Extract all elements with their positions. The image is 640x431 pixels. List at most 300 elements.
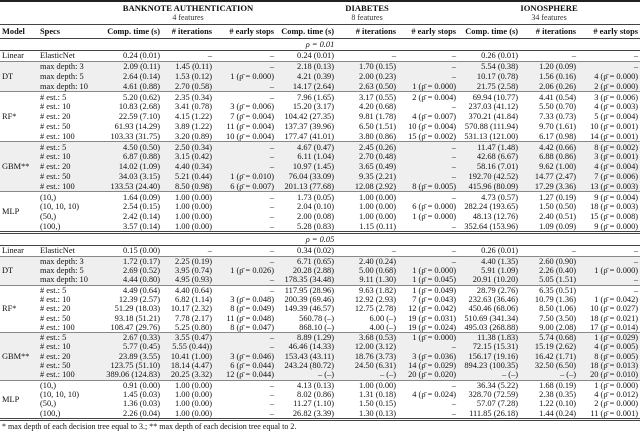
comp-time-cell: 4.61 (0.88) (100, 81, 162, 91)
iterations-cell: – (391, 246, 397, 256)
iterations-cell: 32.50 (6.50) (520, 361, 578, 370)
early-stops-cell: 18 (ρ̄ = 0.003) (590, 202, 639, 212)
comp-time-cell: 23.89 (3.55) (100, 352, 162, 361)
iterations-cell: 2.40 (0.24) (336, 256, 398, 266)
iterations-cell: 1.00 (0.00) (175, 202, 212, 212)
col-comp-time: Comp. time (s) (458, 25, 520, 39)
iterations-cell: 7.33 (0.73) (539, 112, 577, 122)
iterations-cell: 12.08 (2.92) (336, 181, 398, 191)
early-stops-cell: 1 (ρ̄ = 0.049) (398, 285, 458, 295)
comp-time-cell: 156.17 (19.16) (458, 352, 520, 361)
iterations-cell: 18.76 (3.73) (336, 352, 398, 361)
iterations-cell: 8.50 (1.06) (539, 304, 577, 314)
table-row (0, 122, 640, 132)
dataset-header-row (0, 1, 640, 25)
spec-label: (100,) (40, 408, 61, 418)
early-stops-cell: 1 (ρ̄ = 0.042) (594, 294, 639, 304)
comp-time-cell: 570.88 (111.94) (464, 121, 519, 131)
iterations-cell: 1.00 (0.00) (162, 380, 214, 390)
comp-time-cell: 104.42 (27.35) (284, 112, 335, 122)
early-stops-cell: 2 (ρ̄ = 0.004) (398, 92, 458, 102)
iterations-cell: 2.35 (0.34) (162, 92, 214, 102)
comp-time-cell: 5.54 (0.38) (458, 61, 520, 71)
early-stops-cell: 6 (ρ̄ = 0.000) (412, 202, 457, 212)
model-name: Linear (2, 246, 24, 256)
iterations-cell: 1.70 (0.15) (336, 61, 398, 71)
comp-time-cell: 28.79 (2.76) (458, 285, 520, 295)
spec-label: # est.: 50 (38, 172, 100, 182)
early-stops-cell: – (578, 256, 640, 266)
comp-time-cell: 8.89 (1.29) (276, 333, 336, 343)
footnote-row (0, 419, 640, 431)
early-stops-cell: 14 (ρ̄ = 0.001) (590, 131, 639, 141)
iterations-cell: 14.77 (2.47) (520, 172, 578, 182)
iterations-cell: 3.95 (0.74) (162, 266, 214, 275)
iterations-cell: 20.25 (3.32) (162, 370, 214, 380)
comp-time-cell: 11.27 (1.10) (293, 399, 335, 409)
iterations-cell: 6.82 (1.14) (175, 294, 212, 304)
comp-time-cell: 103.33 (31.75) (110, 131, 160, 141)
comp-time-cell: 415.96 (80.09) (458, 181, 520, 191)
comp-time-cell: 2.00 (0.08) (297, 212, 335, 222)
model-name: MLP (0, 192, 38, 233)
comp-time-cell: – (–) (458, 370, 520, 380)
spec-label: ElasticNet (40, 51, 75, 61)
spec-label: # est.: 100 (40, 322, 75, 332)
early-stops-cell: 12 (ρ̄ = 0.044) (214, 370, 276, 380)
comp-time-cell: 108.47 (29.76) (110, 322, 160, 332)
col-comp-time: Comp. time (s) (276, 25, 336, 39)
iterations-cell: 4.42 (0.66) (520, 142, 578, 152)
comp-time-cell: 6.11 (1.04) (276, 152, 336, 162)
early-stops-cell: – (451, 399, 457, 409)
comp-time-cell: 153.43 (43.11) (276, 352, 336, 361)
early-stops-cell: 20 (ρ̄ = 0.020) (398, 370, 458, 380)
iterations-cell: 4.40 (0.64) (162, 285, 214, 295)
comp-time-cell: 10.83 (2.68) (118, 102, 160, 112)
early-stops-cell: 2 (ρ̄ = 0.000) (578, 81, 640, 91)
comp-time-cell: 5.91 (1.09) (458, 266, 520, 275)
early-stops-cell: – (633, 51, 639, 61)
iterations-cell: 1.00 (0.00) (162, 192, 214, 202)
iterations-cell: 1.31 (0.18) (359, 389, 397, 399)
col-specs: Specs (38, 25, 100, 39)
spec-label: # est.: 10 (40, 102, 71, 112)
comp-time-cell: 20.28 (2.88) (276, 266, 336, 275)
comp-time-cell: 0.26 (0.01) (481, 246, 519, 256)
table-row (0, 142, 640, 152)
early-stops-cell: – (398, 152, 458, 162)
iterations-cell: 2.70 (0.48) (336, 152, 398, 162)
table-row (0, 256, 640, 266)
dataset-ionosphere: IONOSPHERE 34 features (520, 3, 578, 22)
comp-time-cell: 200.39 (69.46) (284, 294, 335, 304)
iterations-cell: 9.00 (2.08) (539, 322, 577, 332)
early-stops-cell: 18 (ρ̄ = 0.021) (590, 313, 639, 323)
rho-section-header (0, 233, 640, 246)
iterations-cell: 2.50 (0.34) (162, 142, 214, 152)
early-stops-cell: 1 (ρ̄ = 0.045) (398, 275, 458, 285)
iterations-cell: 2.26 (0.40) (520, 266, 578, 275)
comp-time-cell: 42.68 (6.67) (458, 152, 520, 162)
iterations-cell: 1.50 (0.50) (539, 202, 577, 212)
early-stops-cell: – (269, 399, 275, 409)
comp-time-cell: 531.13 (121.00) (464, 131, 519, 141)
early-stops-cell: – (451, 102, 457, 112)
early-stops-cell: – (398, 342, 458, 351)
table-row (0, 192, 640, 202)
spec-label: # est.: 5 (38, 333, 100, 343)
comp-time-cell: 69.94 (10.77) (458, 92, 520, 102)
comp-time-cell: 177.47 (41.01) (284, 131, 335, 141)
iterations-cell: 2.25 (0.19) (162, 256, 214, 266)
early-stops-cell: 4 (ρ̄ = 0.004) (578, 162, 640, 172)
comp-time-cell: 328.70 (72.59) (468, 389, 519, 399)
table-row (0, 212, 640, 222)
iterations-cell: 1.00 (0.00) (175, 399, 212, 409)
iterations-cell: 1.00 (0.00) (175, 212, 212, 222)
early-stops-cell: – (214, 152, 276, 162)
iterations-cell: 1.30 (0.13) (359, 408, 397, 418)
comp-time-cell: – (–) (276, 370, 336, 380)
iterations-cell: 2.06 (0.26) (520, 81, 578, 91)
comp-time-cell: 0.26 (0.01) (481, 51, 519, 61)
early-stops-cell: – (214, 92, 276, 102)
early-stops-cell: – (214, 275, 276, 285)
iterations-cell: 1.50 (0.15) (359, 399, 397, 409)
early-stops-cell: – (214, 380, 276, 390)
comp-time-cell: 1.72 (0.17) (100, 256, 162, 266)
rho-label: ρ = 0.01 (0, 39, 640, 51)
early-stops-cell: 10 (ρ̄ = 0.001) (590, 121, 639, 131)
early-stops-cell: 8 (ρ̄ = 0.002) (578, 142, 640, 152)
comp-time-cell: 4.49 (0.64) (100, 285, 162, 295)
comp-time-cell: 20.91 (10.20) (458, 275, 520, 285)
iterations-cell: 1.53 (0.12) (162, 72, 214, 82)
early-stops-cell: – (269, 51, 275, 61)
iterations-cell: 1.00 (0.00) (175, 389, 212, 399)
model-name: Linear (2, 51, 24, 61)
table-row (0, 323, 640, 333)
table-row (0, 285, 640, 295)
table-row (0, 102, 640, 112)
dataset-diabetes: DIABETES 8 features (345, 3, 389, 22)
early-stops-cell: – (269, 221, 275, 231)
comp-time-cell: 51.29 (18.03) (114, 304, 160, 314)
early-stops-cell: 7 (ρ̄ = 0.043) (412, 294, 457, 304)
iterations-cell: 10.17 (2.32) (170, 304, 212, 314)
early-stops-cell: – (214, 285, 276, 295)
iterations-cell: 9.62 (1.00) (520, 162, 578, 172)
spec-label: max depth: 10 (38, 81, 100, 91)
iterations-cell: – (571, 51, 577, 61)
comp-time-cell: 21.75 (2.58) (458, 81, 520, 91)
spec-label: # est.: 5 (38, 285, 100, 295)
comp-time-cell: 2.26 (0.04) (123, 408, 160, 418)
iterations-cell: 3.80 (0.86) (359, 131, 397, 141)
early-stops-cell: – (398, 380, 458, 390)
comp-time-cell: 2.54 (0.15) (123, 202, 160, 212)
table-row (0, 92, 640, 102)
comp-time-cell: 6.71 (0.65) (276, 256, 336, 266)
comp-time-cell: 0.15 (0.00) (123, 246, 160, 256)
comp-time-cell: 201.13 (77.68) (276, 181, 336, 191)
spec-label: # est.: 100 (38, 370, 100, 380)
iterations-cell: 2.60 (0.90) (520, 256, 578, 266)
comp-time-cell: 282.24 (193.65) (464, 202, 519, 212)
comp-time-cell: 22.59 (7.10) (118, 112, 160, 122)
early-stops-cell: 3 (ρ̄ = 0.006) (578, 92, 640, 102)
iterations-cell: 1.20 (0.09) (520, 61, 578, 71)
iterations-cell: 2.63 (0.50) (336, 81, 398, 91)
comp-time-cell: 389.06 (124.83) (100, 370, 162, 380)
early-stops-cell: 19 (ρ̄ = 0.031) (408, 313, 457, 323)
iterations-cell: 9.63 (1.82) (336, 285, 398, 295)
model-name: GBM** (0, 333, 38, 380)
early-stops-cell: 8 (ρ̄ = 0.047) (230, 322, 275, 332)
table-row (0, 162, 640, 172)
iterations-cell: 9.35 (2.21) (336, 172, 398, 182)
table-row (0, 275, 640, 285)
comp-time-cell: 1.64 (0.09) (100, 192, 162, 202)
comp-time-cell: 57.07 (7.28) (476, 399, 519, 409)
table-row (0, 295, 640, 304)
comp-time-cell: 11.38 (1.83) (458, 333, 520, 343)
early-stops-cell: 11 (ρ̄ = 0.001) (590, 408, 639, 418)
comp-time-cell: 370.21 (41.84) (468, 112, 519, 122)
iterations-cell: 3.41 (0.78) (175, 102, 212, 112)
iterations-cell: 1.00 (0.00) (175, 221, 212, 231)
early-stops-cell: – (214, 81, 276, 91)
early-stops-cell: 17 (ρ̄ = 0.014) (590, 322, 639, 332)
spec-label: ElasticNet (40, 246, 75, 256)
early-stops-cell: 1 (ρ̄ = 0.000) (412, 212, 457, 222)
iterations-cell: – (–) (520, 370, 578, 380)
early-stops-cell: – (214, 333, 276, 343)
comp-time-cell: 243.24 (80.72) (276, 361, 336, 370)
comp-time-cell: 61.93 (14.29) (114, 121, 160, 131)
comp-time-cell: 3.57 (0.14) (123, 221, 160, 231)
early-stops-cell: – (214, 162, 276, 172)
iterations-cell: 2.70 (0.58) (162, 81, 214, 91)
early-stops-cell: 4 (ρ̄ = 0.007) (412, 112, 457, 122)
comp-time-cell: 4.21 (0.39) (276, 72, 336, 82)
iterations-cell: 7.78 (2.17) (175, 313, 212, 323)
iterations-cell: 4.15 (1.22) (175, 112, 212, 122)
comp-time-cell: 510.69 (341.34) (464, 313, 519, 323)
comp-time-cell: 4.40 (1.35) (458, 256, 520, 266)
early-stops-cell: 4 (ρ̄ = 0.012) (594, 389, 639, 399)
early-stops-cell: 8 (ρ̄ = 0.049) (230, 304, 275, 314)
early-stops-cell: 1 (ρ̄ = 0.000) (214, 72, 276, 82)
early-stops-cell: 15 (ρ̄ = 0.008) (590, 212, 639, 222)
spec-label: # est.: 20 (38, 352, 100, 361)
iterations-cell: 7.50 (3.50) (539, 313, 577, 323)
col-early-stops: # early stops (578, 25, 640, 39)
comp-time-cell: 0.34 (0.02) (297, 246, 335, 256)
table-row (0, 51, 640, 62)
early-stops-cell: 3 (ρ̄ = 0.046) (214, 352, 276, 361)
comp-time-cell: 4.13 (0.13) (276, 380, 336, 390)
iterations-cell: 5.05 (1.51) (520, 275, 578, 285)
early-stops-cell: – (269, 408, 275, 418)
iterations-cell: 3.65 (0.49) (336, 162, 398, 172)
early-stops-cell: 10 (ρ̄ = 0.004) (408, 121, 457, 131)
early-stops-cell: 3 (ρ̄ = 0.036) (398, 352, 458, 361)
comp-time-cell: 232.63 (36.46) (468, 294, 519, 304)
col-iterations: # iterations (162, 25, 214, 39)
table-row (0, 313, 640, 322)
iterations-cell: 5.55 (0.44)) (162, 342, 214, 351)
early-stops-cell: – (451, 408, 457, 418)
comp-time-cell: 10.97 (1.45) (276, 162, 336, 172)
iterations-cell: 3.68 (0.53) (336, 333, 398, 343)
spec-label: # est.: 10 (38, 342, 100, 351)
spec-label: (10,) (38, 192, 100, 202)
comp-time-cell: 34.03 (3.15) (100, 172, 162, 182)
comp-time-cell: 7.96 (1.65) (276, 92, 336, 102)
early-stops-cell: 10 (ρ̄ = 0.027) (590, 304, 639, 314)
spec-label: # est.: 5 (38, 142, 100, 152)
comp-time-cell: 2.18 (0.13) (276, 61, 336, 71)
early-stops-cell: 4 (ρ̄ = 0.000) (578, 72, 640, 82)
iterations-cell: 1.68 (0.19) (520, 380, 578, 390)
comp-time-cell: 111.85 (26.18) (469, 408, 519, 418)
comp-time-cell: 4.44 (0.80) (100, 275, 162, 285)
iterations-cell: 24.50 (6.31) (336, 361, 398, 370)
early-stops-cell: 1 (ρ̄ = 0.000) (578, 380, 640, 390)
early-stops-cell: – (451, 246, 457, 256)
early-stops-cell: – (398, 192, 458, 202)
iterations-cell: 1.44 (0.24) (539, 408, 577, 418)
table-row (0, 352, 640, 361)
iterations-cell: 1.56 (0.16) (520, 72, 578, 82)
iterations-cell: 4.95 (0.93) (162, 275, 214, 285)
iterations-cell: 10.79 (1.36) (534, 294, 577, 304)
early-stops-cell: – (398, 142, 458, 152)
table-row (0, 72, 640, 82)
table-row (0, 246, 640, 256)
early-stops-cell: 19 (ρ̄ = 0.024) (408, 322, 457, 332)
spec-label: # est.: 100 (38, 181, 100, 191)
early-stops-cell: – (214, 192, 276, 202)
early-stops-cell: 3 (ρ̄ = 0.006) (230, 102, 275, 112)
early-stops-cell: 5 (ρ̄ = 0.004) (594, 112, 639, 122)
spec-label: # est.: 50 (40, 121, 71, 131)
comp-time-cell: 560.78 (–) (299, 313, 335, 323)
table-row (0, 408, 640, 419)
comp-time-cell: 12.39 (2.57) (118, 294, 160, 304)
table-row (0, 202, 640, 212)
iterations-cell: 6.88 (0.86) (520, 152, 578, 162)
early-stops-cell: – (398, 172, 458, 182)
iterations-cell: 1.00 (0.00) (175, 408, 212, 418)
iterations-cell: 17.29 (3.36) (520, 181, 578, 191)
iterations-cell: 15.19 (2.62) (520, 342, 578, 351)
iterations-cell: – (–) (336, 370, 398, 380)
early-stops-cell: – (578, 285, 640, 295)
iterations-cell: 4.41 (0.54) (520, 92, 578, 102)
rho-section-header (0, 39, 640, 51)
iterations-cell: 1.00 (0.00) (359, 202, 397, 212)
comp-time-cell: 11.47 (1.48) (458, 142, 520, 152)
iterations-cell: 9.81 (1.78) (359, 112, 397, 122)
comp-time-cell: 4.73 (0.57) (458, 192, 520, 202)
early-stops-cell: 6 (ρ̄ = 0.044) (214, 361, 276, 370)
model-name: DT (0, 61, 38, 91)
iterations-cell: 3.55 (0.47) (162, 333, 214, 343)
comp-time-cell: 14.17 (2.64) (276, 81, 336, 91)
comp-time-cell: 2.67 (0.33) (100, 333, 162, 343)
model-name: MLP (0, 380, 38, 419)
iterations-cell: 2.45 (0.26) (336, 142, 398, 152)
spec-label: # est.: 10 (40, 294, 71, 304)
iterations-cell: 9.11 (1.30) (336, 275, 398, 285)
model-name: RF* (0, 285, 38, 332)
early-stops-cell: 3 (ρ̄ = 0.001) (578, 152, 640, 162)
spec-label: (100,) (40, 221, 61, 231)
early-stops-cell: – (269, 389, 275, 399)
table-row (0, 333, 640, 343)
early-stops-cell: – (398, 256, 458, 266)
spec-label: # est.: 50 (38, 361, 100, 370)
early-stops-cell: 1 (ρ̄ = 0.000) (398, 333, 458, 343)
comp-time-cell: 72.15 (15.31) (458, 342, 520, 351)
early-stops-cell: – (578, 61, 640, 71)
iterations-cell: 3.20 (0.89) (175, 131, 212, 141)
early-stops-cell: 1 (ρ̄ = 0.026) (214, 266, 276, 275)
table-row (0, 152, 640, 162)
early-stops-cell: – (269, 212, 275, 222)
early-stops-cell: – (398, 72, 458, 82)
early-stops-cell: 4 (ρ̄ = 0.005) (578, 342, 640, 351)
spec-label: max depth: 5 (38, 72, 100, 82)
early-stops-cell: 18 (ρ̄ = 0.013) (578, 361, 640, 370)
spec-label: (50,) (40, 399, 57, 409)
col-early-stops: # early stops (214, 25, 276, 39)
comp-time-cell: 93.18 (51.21) (114, 313, 160, 323)
iterations-cell: 6.00 (–) (369, 313, 397, 323)
early-stops-cell: 13 (ρ̄ = 0.003) (578, 181, 640, 191)
comp-time-cell: 26.82 (3.39) (292, 408, 335, 418)
comp-time-cell: 2.09 (0.11) (100, 61, 162, 71)
spec-label: max depth: 3 (38, 256, 100, 266)
spec-label: (50,) (40, 212, 57, 222)
comp-time-cell: 5.77 (0.45) (100, 342, 162, 351)
iterations-cell: 6.50 (1.51) (359, 121, 397, 131)
iterations-cell: 3.17 (0.55) (336, 92, 398, 102)
comp-time-cell: 352.64 (153.96) (464, 221, 519, 231)
model-name: DT (0, 256, 38, 285)
table-row (0, 304, 640, 313)
iterations-cell: 10.41 (1.00) (162, 352, 214, 361)
comp-time-cell: 0.91 (0.00) (100, 380, 162, 390)
spec-label: max depth: 3 (38, 61, 100, 71)
iterations-cell: 3.89 (1.22) (175, 121, 212, 131)
iterations-cell: 5.25 (0.80) (175, 322, 212, 332)
iterations-cell: 1.09 (0.09) (539, 221, 577, 231)
dataset-banknote: BANKNOTE AUTHENTICATION 4 features (122, 3, 254, 22)
spec-label: (10, 10, 10) (40, 389, 80, 399)
comp-time-cell: 4.50 (0.50) (100, 142, 162, 152)
early-stops-cell: 9 (ρ̄ = 0.004) (578, 192, 640, 202)
comp-time-cell: 6.87 (0.88) (100, 152, 162, 162)
comp-time-cell: 4.67 (0.47) (276, 142, 336, 152)
comp-time-cell: 1.36 (0.03) (123, 399, 160, 409)
comp-time-cell: 894.23 (100.35) (458, 361, 520, 370)
early-stops-cell: 11 (ρ̄ = 0.048) (226, 313, 275, 323)
iterations-cell: 1.00 (0.00) (359, 212, 397, 222)
